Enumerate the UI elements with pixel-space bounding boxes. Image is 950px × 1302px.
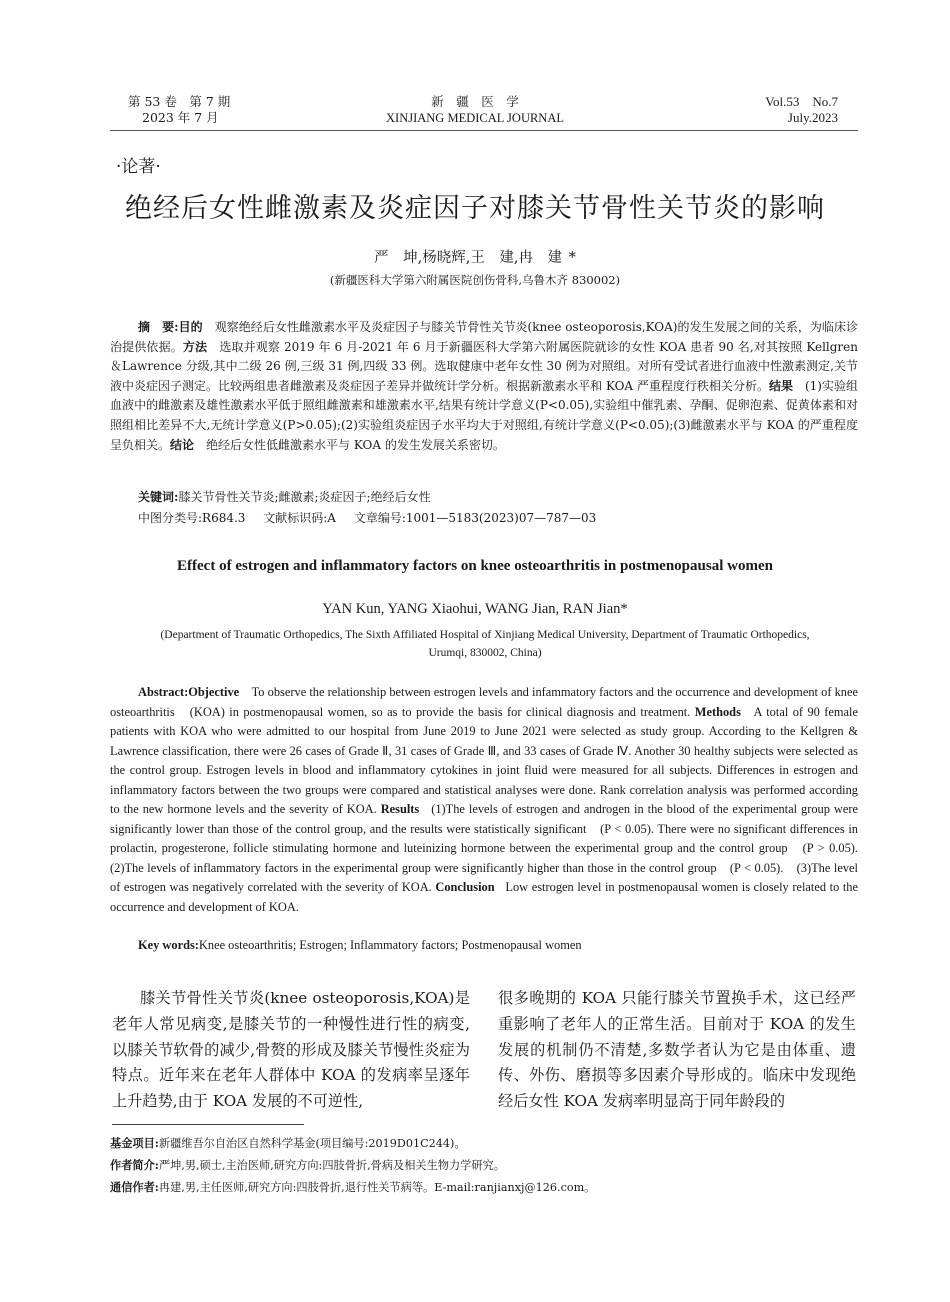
footnote-fund-label: 基金项目:: [110, 1136, 159, 1150]
article-title-en: Effect of estrogen and inflammatory factors on knee osteoarthritis in postmenopausal women: [177, 558, 773, 574]
abstract-cn-label: 摘 要:目的: [138, 320, 203, 334]
footnote-fund: [110, 1135, 466, 1152]
author-affiliation: (新疆医科大学第六附属医院创伤骨科,乌鲁木齐 830002): [329, 273, 621, 287]
abstract-en-conclusion: Low estrogen level in postmenopausal women is closely related to the occurrence and development of KOA.: [110, 880, 858, 914]
journal-name-en: XINJIANG MEDICAL JOURNAL: [386, 111, 564, 125]
footnote-divider: [112, 1124, 304, 1125]
body-paragraph: 膝关节骨性关节炎(knee osteoporosis,KOA)是老年人常见病变,是膝关节的一种慢性进行性的病变,以膝关节软骨的减少,骨赘的形成及膝关节慢性炎症为特点。近年来在老年人群体中 KOA 的发病率呈逐年上升趋势,由于 KOA 发展的不可逆性,: [112, 989, 470, 1111]
footnote-fund-text: 新疆维吾尔自治区自然科学基金(项目编号:2019D01C244)。: [158, 1137, 466, 1150]
abstract-en-methods: A total of 90 female patients with KOA who were admitted to our hospital from June 2019 to June 2021 were selected as study group. According to the Kellgren & Lawrence classification, there were 26 cases of Grade Ⅱ, 31 cases of Grade Ⅲ, and 33 cases of Grade Ⅳ. Another 30 healthy subjects were selected as the control group. Estrogen levels in blood and inflammatory cytokines in joint fluid were measured for all subjects. Differences in estrogen and inflammatory factors between the two groups were compared and statistical analyses were done. Rank correlation analysis was performed according to the new hormone levels and the severity of KOA.: [110, 704, 858, 816]
abstract-en-results-label: Results: [380, 802, 420, 816]
keywords-en-label: Key words:: [138, 938, 199, 952]
volume-issue: 第 53 卷 第 7 期: [128, 94, 231, 109]
author-list-en: YAN Kun, YANG Xiaohui, WANG Jian, RAN Jian*: [322, 601, 628, 617]
keywords-cn-text: 膝关节骨性关节炎;雌激素;炎症因子;绝经后女性: [178, 490, 431, 504]
article-title: 绝经后女性雌激素及炎症因子对膝关节骨性关节炎的影响: [125, 193, 825, 224]
publication-date-en: July.2023: [787, 110, 838, 125]
abstract-en-methods-label: Methods: [694, 704, 741, 719]
footnote-author-text: 严坤,男,硕士,主治医师,研究方向:四肢骨折,骨病及相关生物力学研究。: [158, 1159, 505, 1172]
abstract-cn-methods: 选取并观察 2019 年 6 月-2021 年 6 月于新疆医科大学第六附属医院就诊的女性 KOA 患者 90 名,对其按照 Kellgren＆Lawrence 分级,其中二级 26 例,三级 31 例,四级 33 例。选取健康中老年女性 30 例为对照组。对所有受试者进行血液中性激素测定,关节液中炎症因子测定。比较两组患者雌激素及炎症因子差异并做统计学分析。根据新激素水平和 KOA 严重程度行秩相关分析。: [110, 339, 858, 393]
body-column-right: [498, 986, 856, 1115]
volume-issue-en: Vol.53 No.7: [765, 94, 838, 109]
abstract-cn-results-label: 结果: [768, 378, 793, 393]
body-paragraph: 很多晚期的 KOA 只能行膝关节置换手术，这已经严重影响了老年人的正常生活。目前对于 KOA 的发生发展的机制仍不清楚,多数学者认为它是由体重、遗传、外伤、磨损等多因素介导形成的。临床中发现绝经后女性 KOA 发病率明显高于同年龄段的: [498, 989, 856, 1111]
abstract-en-results: (1)The levels of estrogen and androgen in the blood of the experimental group were significantly lower than those of the control group, and the results were statistically significant (P < 0.05). There were no significant differences in prolactin, progesterone, follicle stimulating hormone and luteinizing hormone between the experimental group and the control group (P > 0.05). (2)The levels of inflammatory factors in the experimental group were significantly higher than those in the control group (P < 0.05). (3)The level of estrogen was negatively correlated with the severity of KOA.: [110, 802, 871, 894]
header-divider: [110, 130, 858, 131]
author-list: 严 坤,杨晓辉,王 建,冉 建 *: [374, 250, 576, 266]
running-header-right: [765, 94, 838, 126]
publication-date-cn: 2023 年 7 月: [142, 110, 219, 125]
author-affiliation-en: (Department of Traumatic Orthopedics, The Sixth Affiliated Hospital of Xinjiang Medical University, Department of Traumatic Orthopedics, Urumqi, 830002, China): [160, 629, 810, 659]
footnote-author-label: 作者简介:: [110, 1158, 159, 1172]
document-code: 文献标识码:A: [263, 511, 336, 525]
footnote-author: [110, 1157, 505, 1174]
footnote-correspondence-text: 冉建,男,主任医师,研究方向:四肢骨折,退行性关节病等。E-mail:ranjianxj@126.com。: [158, 1181, 596, 1194]
body-column-left: [112, 986, 470, 1115]
keywords-cn-label: 关键词:: [138, 490, 179, 504]
footnote-correspondence-label: 通信作者:: [110, 1180, 159, 1194]
abstract-cn: [110, 318, 858, 455]
keywords-cn: [138, 488, 431, 506]
article-number: 文章编号:1001—5183(2023)07—787—03: [353, 511, 597, 525]
abstract-en-label: Abstract:Objective: [138, 685, 240, 699]
abstract-cn-objective: 观察绝经后女性雌激素水平及炎症因子与膝关节骨性关节炎(knee osteoporosis,KOA)的发生发展之间的关系，为临床诊治提供依据。: [110, 320, 858, 354]
keywords-en: [138, 938, 582, 953]
clc-number: 中图分类号:R684.3: [138, 511, 246, 525]
abstract-cn-conclusion-label: 结论: [170, 437, 195, 452]
abstract-cn-results: (1)实验组血液中的雌激素及雄性激素水平低于照组雌激素和雄激素水平,结果有统计学意义(P<0.05),实验组中催乳素、孕酮、促卵泡素、促黄体素和对照组相比差异不大,无统计学意义(P>0.05);(2)实验组炎症因子水平均大于对照组,有统计学意义(P<0.05);(3)雌激素水平与 KOA 的严重程度呈负相关。: [110, 378, 858, 452]
footnote-correspondence: [110, 1179, 595, 1196]
keywords-en-text: Knee osteoarthritis; Estrogen; Inflammatory factors; Postmenopausal women: [198, 938, 582, 952]
abstract-en-conclusion-label: Conclusion: [435, 880, 495, 894]
section-tag: ·论著·: [116, 157, 161, 177]
abstract-en: [110, 683, 871, 917]
journal-name-cn: 新 疆 医 学: [431, 94, 519, 109]
abstract-en-objective: To observe the relationship between estrogen levels and infammatory factors and the occurrence and development of knee osteoarthritis (KOA) in postmenopausal women, so as to provide the basis for clinical diagnosis and treatment.: [110, 685, 858, 719]
classification-line: [138, 509, 610, 527]
abstract-cn-conclusion: 绝经后女性低雌激素水平与 KOA 的发生发展关系密切。: [206, 437, 505, 452]
abstract-cn-methods-label: 方法: [182, 339, 208, 354]
